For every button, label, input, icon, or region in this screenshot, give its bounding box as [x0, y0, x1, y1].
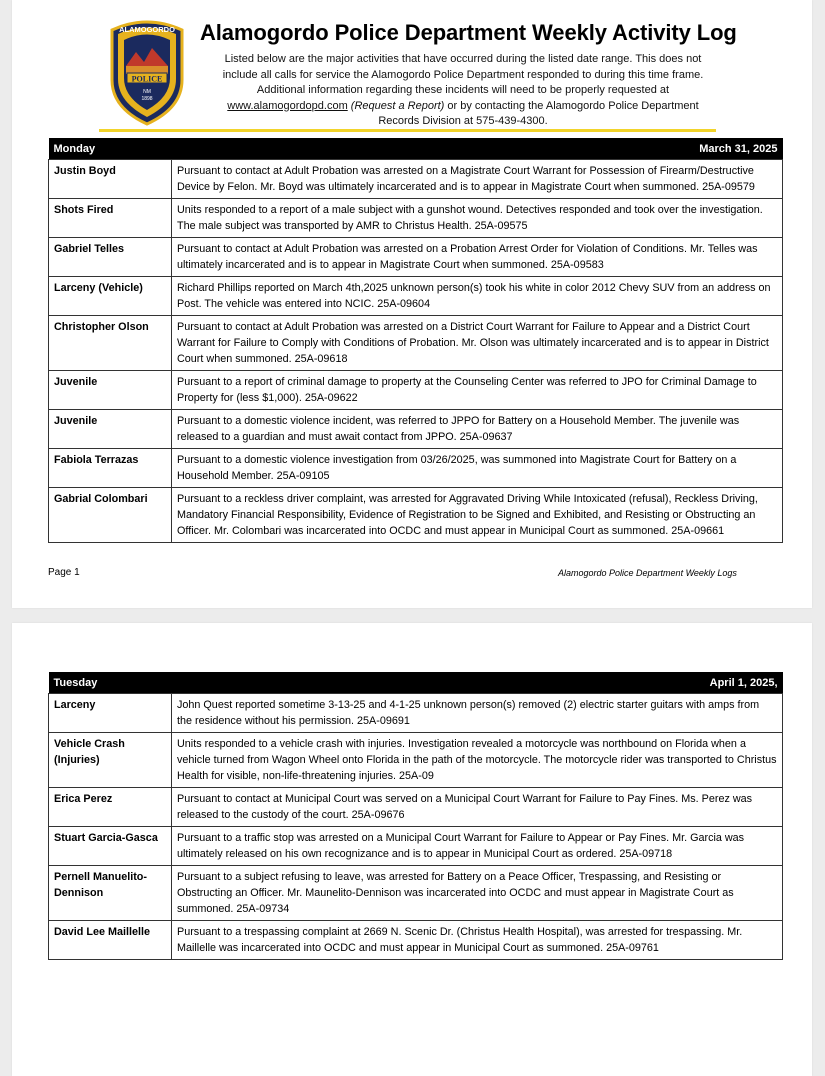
entry-details: Pursuant to a traffic stop was arrested on a Municipal Court Warrant for Failure to Appear or Pay Fines. Mr. Garcia was ultimately released on his own recognizance and is to appear in Municipal Court as ordered. 25A-09718	[172, 827, 783, 866]
document-page-1	[12, 0, 812, 608]
entry-subject: Larceny (Vehicle)	[49, 277, 172, 316]
table-row	[49, 921, 783, 960]
table-row	[49, 449, 783, 488]
document-header	[12, 0, 812, 136]
entry-subject: Pernell Manuelito-Dennison	[49, 866, 172, 921]
police-badge-logo	[106, 18, 188, 126]
entry-subject: Erica Perez	[49, 788, 172, 827]
entry-details: Pursuant to a trespassing complaint at 2669 N. Scenic Dr. (Christus Health Hospital), was arrested for trespassing. Mr. Maillelle was incarcerated into OCDC and must appear in Municipal Court as summoned. 25A-09761	[172, 921, 783, 960]
entry-details: John Quest reported sometime 3-13-25 and 4-1-25 unknown person(s) removed (2) electric starter guitars with amps from the residence without his permission. 25A-09691	[172, 694, 783, 733]
entry-details: Pursuant to a domestic violence investigation from 03/26/2025, was summoned into Magistrate Court for Battery on a Household Member. 25A-09105	[172, 449, 783, 488]
table-row	[49, 410, 783, 449]
entry-details: Units responded to a vehicle crash with injuries. Investigation revealed a motorcycle was northbound on Florida when a vehicle turned from Wagon Wheel onto Florida in the path of the motorcycle. The motorcycle rider was transported to Christus Health for visible, non-life-threatening injuries. 25A-09	[172, 733, 783, 788]
entry-details: Pursuant to contact at Adult Probation was arrested on a District Court Warrant for Failure to Appear and a District Court Warrant for Failure to Comply with Conditions of Probation. Mr. Olson was ultimately incarcerated and is to appear in District Court when summoned. 25A-09618	[172, 316, 783, 371]
intro-paragraph	[208, 52, 718, 130]
entry-details: Pursuant to contact at Municipal Court was served on a Municipal Court Warrant for Failure to Pay Fines. Ms. Perez was released to the custody of the court. 25A-09676	[172, 788, 783, 827]
table-row	[49, 277, 783, 316]
entry-subject: Gabrial Colombari	[49, 488, 172, 543]
entry-subject: Justin Boyd	[49, 160, 172, 199]
entry-details: Units responded to a report of a male subject with a gunshot wound. Detectives responded and took over the investigation. The male subject was transported by AMR to Christus Health. 25A-09575	[172, 199, 783, 238]
header-divider	[99, 129, 716, 132]
entry-details: Pursuant to a subject refusing to leave, was arrested for Battery on a Peace Officer, Trespassing, and Resisting or Obstructing an Officer. Mr. Maunelito-Dennison was incarcerated into OCDC and must appear in Magistrate Court as summoned. 25A-09734	[172, 866, 783, 921]
entry-subject: Gabriel Telles	[49, 238, 172, 277]
entry-subject: Vehicle Crash (Injuries)	[49, 733, 172, 788]
day-header-row	[49, 138, 783, 160]
date-label: April 1, 2025,	[172, 672, 783, 694]
entry-details: Richard Phillips reported on March 4th,2025 unknown person(s) took his white in color 2012 Chevy SUV from an address on Post. The vehicle was entered into NCIC. 25A-09604	[172, 277, 783, 316]
page-number: Page 1	[48, 567, 80, 578]
entry-details: Pursuant to a report of criminal damage to property at the Counseling Center was referred to JPO for Criminal Damage to Property for (less $1,000). 25A-09622	[172, 371, 783, 410]
day-label: Monday	[49, 138, 172, 160]
svg-text:POLICE: POLICE	[131, 74, 163, 84]
table-row	[49, 733, 783, 788]
entry-subject: Christopher Olson	[49, 316, 172, 371]
entry-details: Pursuant to contact at Adult Probation was arrested on a Probation Arrest Order for Violation of Conditions. Mr. Telles was ultimately incarcerated and is to appear in Magistrate Court when summoned. 25A-09583	[172, 238, 783, 277]
table-row	[49, 371, 783, 410]
date-label: March 31, 2025	[172, 138, 783, 160]
entry-details: Pursuant to contact at Adult Probation was arrested on a Magistrate Court Warrant for Possession of Firearm/Destructive Device by Felon. Mr. Boyd was ultimately incarcerated and is to appear in Magistrate Court when summoned. 25A-09579	[172, 160, 783, 199]
intro-text-2: or by contacting the Alamogordo Police Department Records Division at 575-439-4300.	[378, 99, 699, 127]
request-report-text: (Request a Report)	[350, 99, 445, 112]
intro-text-1: Listed below are the major activities that have occurred during the listed date range. This does not include all calls for service the Alamogordo Police Department responded to during this time frame. Additional information regarding these incidents will need to be properly requested at	[222, 53, 704, 96]
entry-details: Pursuant to a domestic violence incident, was referred to JPPO for Battery on a Household Member. The juvenile was released to a guardian and must await contact from JPPO. 25A-09637	[172, 410, 783, 449]
table-row	[49, 788, 783, 827]
day-header-row	[49, 672, 783, 694]
table-row	[49, 199, 783, 238]
entry-details: Pursuant to a reckless driver complaint, was arrested for Aggravated Driving While Intoxicated (refusal), Reckless Driving, Mandatory Financial Responsibility, Evidence of Registration to be Signed and Exhibited, and Resisting or Obstructing an Officer. Mr. Colombari was incarcerated into OCDC and must appear in Municipal Court as summoned. 25A-09661	[172, 488, 783, 543]
table-row	[49, 488, 783, 543]
day-label: Tuesday	[49, 672, 172, 694]
entry-subject: Larceny	[49, 694, 172, 733]
page-title: Alamogordo Police Department Weekly Activity Log	[200, 20, 737, 45]
table-row	[49, 160, 783, 199]
tuesday-log-table	[48, 672, 783, 960]
monday-log-table	[48, 138, 783, 543]
svg-text:1898: 1898	[141, 96, 153, 102]
svg-text:ALAMOGORDO: ALAMOGORDO	[119, 25, 175, 34]
entry-subject: Shots Fired	[49, 199, 172, 238]
svg-text:NM: NM	[143, 89, 151, 95]
entry-subject: Juvenile	[49, 371, 172, 410]
website-link[interactable]: www.alamogordopd.com	[227, 99, 348, 112]
table-row	[49, 238, 783, 277]
entry-subject: David Lee Maillelle	[49, 921, 172, 960]
table-row	[49, 694, 783, 733]
entry-subject: Stuart Garcia-Gasca	[49, 827, 172, 866]
entry-subject: Juvenile	[49, 410, 172, 449]
table-row	[49, 316, 783, 371]
footer-doc-title: Alamogordo Police Department Weekly Logs	[558, 568, 737, 578]
table-row	[49, 866, 783, 921]
table-row	[49, 827, 783, 866]
document-page-2	[12, 623, 812, 1076]
entry-subject: Fabiola Terrazas	[49, 449, 172, 488]
